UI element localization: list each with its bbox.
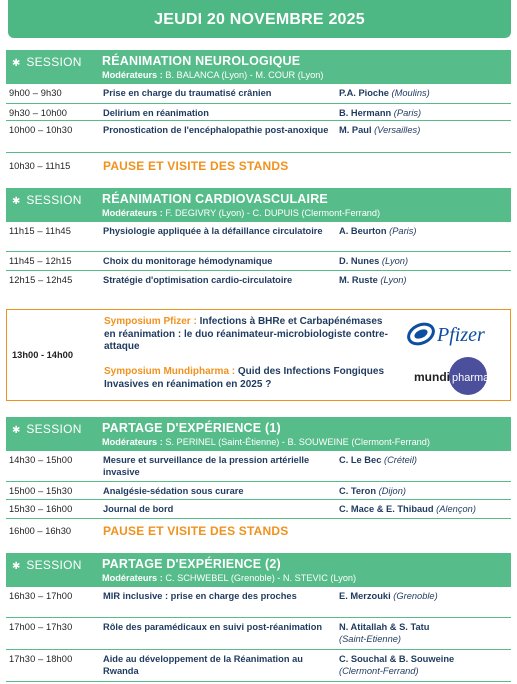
- day-header: JEUDI 20 NOVEMBRE 2025: [8, 0, 511, 38]
- talk-time: 16h30 – 17h00: [9, 591, 73, 601]
- symposium-time: 13h00 - 14h00: [12, 350, 73, 360]
- talk-topic: Pronostication de l'encéphalopathie post-anoxique: [103, 125, 329, 135]
- talk-topic: Stratégie d'optimisation cardio-circulatoire: [103, 275, 293, 285]
- talk-topic: Prise en charge du traumatisé crânien: [103, 88, 272, 98]
- star-icon: ✱: [12, 425, 21, 436]
- session-tag: SESSION: [26, 558, 82, 572]
- symposium-mundipharma: Symposium Mundipharma : Quid des Infections Fongiques Invasives en réanimation en 2025 ?: [104, 366, 385, 390]
- talk-speaker: D. Nunes (Lyon): [339, 256, 409, 266]
- talk-topic: Analgésie-sédation sous curare: [103, 486, 244, 496]
- talk-row: [6, 222, 511, 252]
- talk-speaker: N. Atitallah & S. Tatu (Saint-Etienne): [339, 622, 430, 644]
- talk-topic: Choix du monitorage hémodynamique: [103, 256, 273, 266]
- talk-row: [6, 84, 511, 104]
- symposium-pfizer: Symposium Pfizer : Infections à BHRe et Carbapénémases en réanimation : le duo réanimateur-microbiologiste contre-attaque: [104, 316, 388, 352]
- session-title: PARTAGE D'EXPÉRIENCE (1): [102, 421, 281, 435]
- talk-speaker: A. Beurton (Paris): [339, 226, 417, 236]
- symposium-box: [6, 309, 511, 401]
- talk-speaker: C. Mace & E. Thibaud (Alençon): [339, 504, 476, 514]
- session-header: [6, 553, 511, 587]
- talk-time: 9h00 – 9h30: [9, 88, 62, 98]
- svg-text:mundi: mundi: [414, 370, 450, 384]
- star-icon: ✱: [12, 561, 21, 572]
- talk-row: [6, 271, 511, 301]
- session-header: [6, 50, 511, 84]
- session-header: [6, 417, 511, 451]
- talk-time: 17h30 – 18h00: [9, 654, 73, 664]
- session-partage-2: [6, 553, 511, 682]
- talk-row: [6, 121, 511, 153]
- session-tag: SESSION: [26, 55, 82, 69]
- mundipharma-logo: [412, 356, 492, 396]
- pfizer-logo: [407, 318, 501, 350]
- talk-time: 11h15 – 11h45: [9, 226, 71, 236]
- session-title: RÉANIMATION CARDIOVASCULAIRE: [102, 192, 328, 206]
- talk-topic: Mesure et surveillance de la pression artérielle invasive: [103, 455, 310, 477]
- pause-row: [6, 521, 511, 541]
- talk-topic: Delirium en réanimation: [103, 108, 209, 118]
- session-moderators: Modérateurs : B. BALANCA (Lyon) - M. COUR (Lyon): [102, 70, 324, 80]
- pause-label: PAUSE ET VISITE DES STANDS: [103, 159, 289, 173]
- talk-topic: Physiologie appliquée à la défaillance circulatoire: [103, 226, 323, 236]
- talk-speaker: C. Souchal & B. Souweine (Clermont-Ferrand): [339, 654, 455, 676]
- talk-topic: Journal de bord: [103, 504, 174, 514]
- talk-speaker: M. Ruste (Lyon): [339, 275, 407, 285]
- session-cardio: [6, 188, 511, 301]
- talk-time: 17h00 – 17h30: [9, 622, 73, 632]
- talk-time: 11h45 – 12h15: [9, 256, 72, 266]
- talk-time: 9h30 – 10h00: [9, 108, 68, 118]
- pause-time: 10h30 – 11h15: [9, 161, 71, 171]
- session-moderators: Modérateurs : S. PERINEL (Saint-Étienne) - B. SOUWEINE (Clermont-Ferrand): [102, 437, 430, 447]
- session-partage-1: [6, 417, 511, 519]
- talk-time: 10h00 – 10h30: [9, 125, 73, 135]
- session-tag: SESSION: [26, 422, 82, 436]
- pause-time: 16h00 – 16h30: [9, 526, 72, 536]
- talk-speaker: C. Le Bec (Créteil): [339, 455, 418, 465]
- talk-time: 12h15 – 12h45: [9, 275, 73, 285]
- talk-time: 14h30 – 15h00: [9, 455, 73, 465]
- star-icon: ✱: [12, 58, 21, 69]
- talk-row: [6, 104, 511, 121]
- session-title: PARTAGE D'EXPÉRIENCE (2): [102, 557, 281, 571]
- talk-row: [6, 500, 511, 519]
- talk-topic: MIR inclusive : prise en charge des proches: [103, 591, 297, 601]
- talk-speaker: E. Merzouki (Grenoble): [339, 591, 438, 601]
- session-title: RÉANIMATION NEUROLOGIQUE: [102, 54, 301, 68]
- talk-speaker: C. Teron (Dijon): [339, 486, 406, 496]
- session-header: [6, 188, 511, 222]
- svg-text:Pfizer: Pfizer: [437, 324, 485, 346]
- talk-time: 15h00 – 15h30: [9, 486, 73, 496]
- talk-speaker: P.A. Pioche (Moulins): [339, 88, 430, 98]
- talk-speaker: M. Paul (Versailles): [339, 125, 421, 135]
- talk-speaker: B. Hermann (Paris): [339, 108, 422, 118]
- talk-row: [6, 587, 511, 618]
- pause-row: [6, 156, 511, 176]
- talk-row: [6, 252, 511, 271]
- session-neuro: [6, 50, 511, 153]
- svg-text:pharma: pharma: [452, 372, 490, 384]
- talk-row: [6, 650, 511, 682]
- session-moderators: Modérateurs : F. DEGIVRY (Lyon) - C. DUPUIS (Clermont-Ferrand): [102, 208, 381, 218]
- talk-row: [6, 482, 511, 500]
- talk-time: 15h30 – 16h00: [9, 504, 73, 514]
- star-icon: ✱: [12, 196, 21, 207]
- talk-row: [6, 451, 511, 482]
- session-moderators: Modérateurs : C. SCHWEBEL (Grenoble) - N. STEVIC (Lyon): [102, 573, 357, 583]
- pause-label: PAUSE ET VISITE DES STANDS: [103, 524, 289, 538]
- talk-topic: Rôle des paramédicaux en suivi post-réanimation: [103, 622, 323, 632]
- talk-row: [6, 618, 511, 650]
- session-tag: SESSION: [26, 193, 82, 207]
- talk-topic: Aide au développement de la Réanimation au Rwanda: [103, 654, 303, 676]
